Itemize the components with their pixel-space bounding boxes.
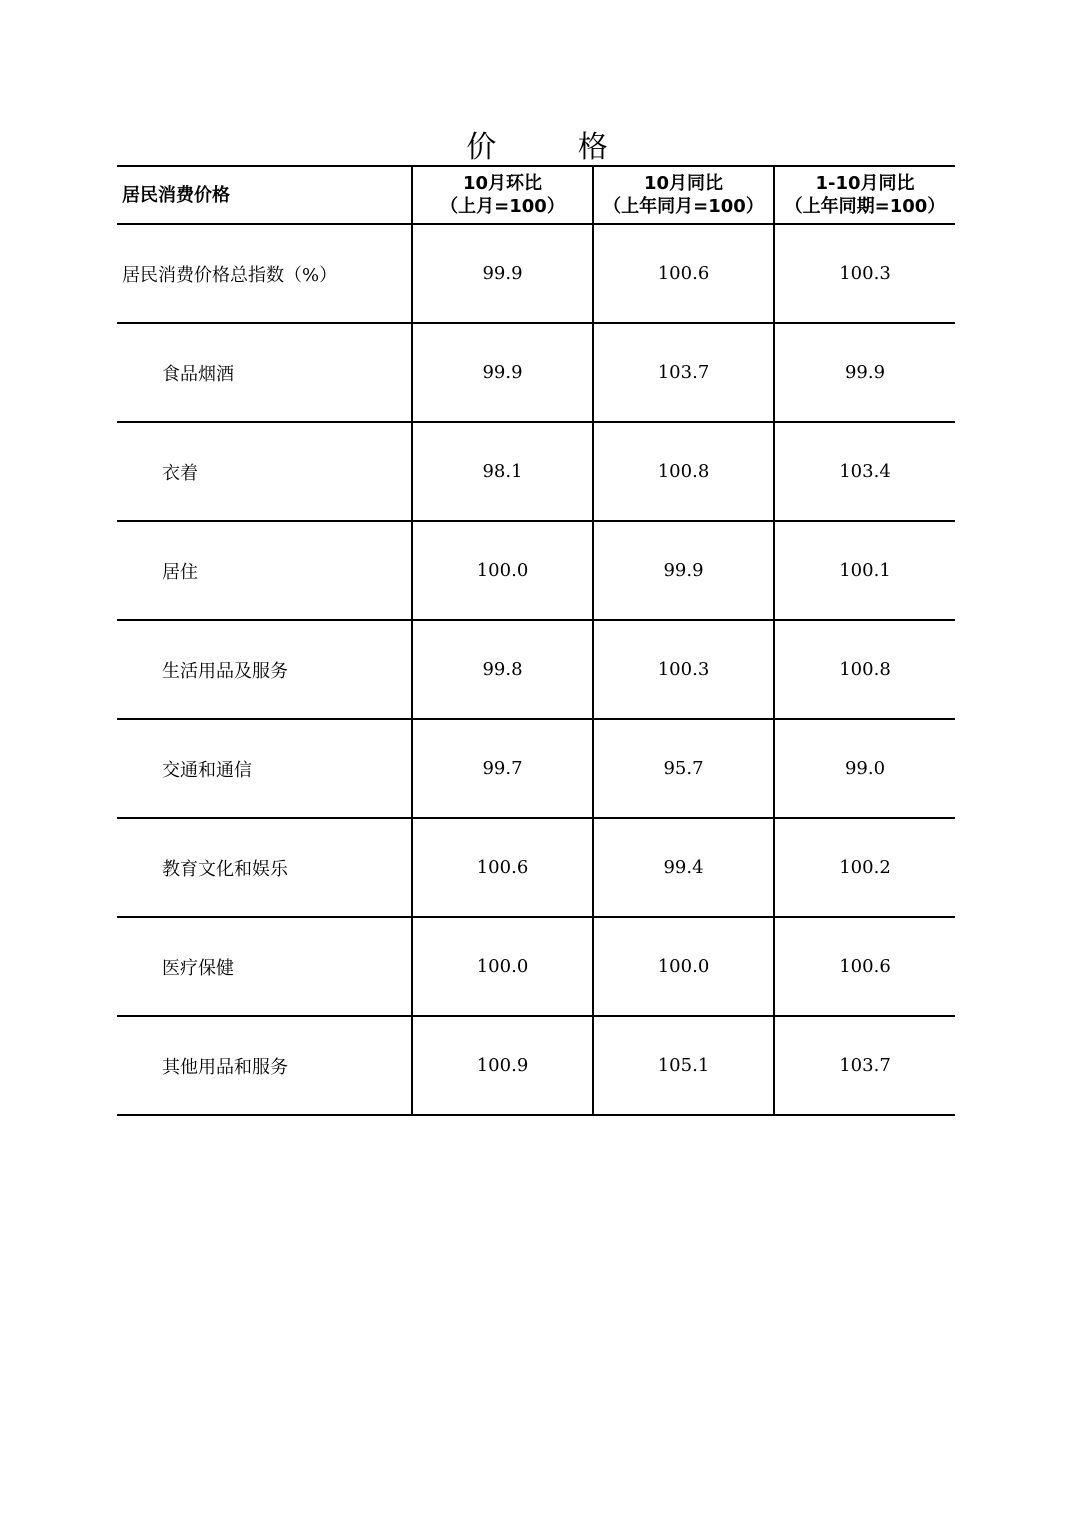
cell-month-on-month: 99.9: [412, 224, 593, 323]
cell-year-on-year: 100.3: [593, 620, 774, 719]
page-title: 价 格: [466, 130, 644, 165]
cell-month-on-month: 99.9: [412, 323, 593, 422]
cell-year-on-year: 99.9: [593, 521, 774, 620]
cell-year-to-date: 100.8: [774, 620, 955, 719]
row-label: 居住: [117, 521, 412, 620]
cell-month-on-month: 100.9: [412, 1016, 593, 1115]
header-month-on-month-base: （上月=100）: [440, 196, 565, 217]
table-row: [117, 719, 955, 818]
row-label: 医疗保健: [117, 917, 412, 1016]
cell-year-on-year: 99.4: [593, 818, 774, 917]
cell-year-to-date: 100.2: [774, 818, 955, 917]
row-label: 生活用品及服务: [117, 620, 412, 719]
row-label: 其他用品和服务: [117, 1016, 412, 1115]
table-row: [117, 917, 955, 1016]
table-row: [117, 323, 955, 422]
cell-year-to-date: 100.1: [774, 521, 955, 620]
price-table: [117, 165, 955, 1116]
header-month-on-month-title: 10月环比: [462, 173, 543, 194]
cell-month-on-month: 98.1: [412, 422, 593, 521]
table-row-total: [117, 224, 955, 323]
row-label: 教育文化和娱乐: [117, 818, 412, 917]
table-row: [117, 1016, 955, 1115]
header-year-to-date-title: 1-10月同比: [815, 173, 915, 194]
cell-year-on-year: 105.1: [593, 1016, 774, 1115]
row-label: 交通和通信: [117, 719, 412, 818]
cell-year-to-date: 100.3: [774, 224, 955, 323]
cell-year-to-date: 99.9: [774, 323, 955, 422]
table-row: [117, 521, 955, 620]
header-year-to-date-base: （上年同期=100）: [784, 196, 946, 217]
table-row: [117, 818, 955, 917]
cell-year-to-date: 103.4: [774, 422, 955, 521]
cell-year-on-year: 100.6: [593, 224, 774, 323]
cell-year-on-year: 100.8: [593, 422, 774, 521]
row-label: 衣着: [117, 422, 412, 521]
cell-year-to-date: 103.7: [774, 1016, 955, 1115]
header-year-on-year-title: 10月同比: [643, 173, 724, 194]
row-label: 食品烟酒: [117, 323, 412, 422]
table-row: [117, 422, 955, 521]
header-year-on-year-base: （上年同月=100）: [603, 196, 764, 217]
cell-year-on-year: 95.7: [593, 719, 774, 818]
table-header-row: [117, 166, 955, 224]
header-category: 居民消费价格: [117, 166, 412, 224]
cell-month-on-month: 100.0: [412, 917, 593, 1016]
cell-month-on-month: 100.0: [412, 521, 593, 620]
cell-year-to-date: 100.6: [774, 917, 955, 1016]
cell-month-on-month: 100.6: [412, 818, 593, 917]
header-year-on-year: [593, 166, 774, 224]
cell-year-on-year: 103.7: [593, 323, 774, 422]
header-month-on-month: [412, 166, 593, 224]
cell-year-on-year: 100.0: [593, 917, 774, 1016]
cell-year-to-date: 99.0: [774, 719, 955, 818]
header-year-to-date: [774, 166, 955, 224]
cell-month-on-month: 99.8: [412, 620, 593, 719]
cell-month-on-month: 99.7: [412, 719, 593, 818]
row-label: 居民消费价格总指数（%）: [117, 224, 412, 323]
table-row: [117, 620, 955, 719]
